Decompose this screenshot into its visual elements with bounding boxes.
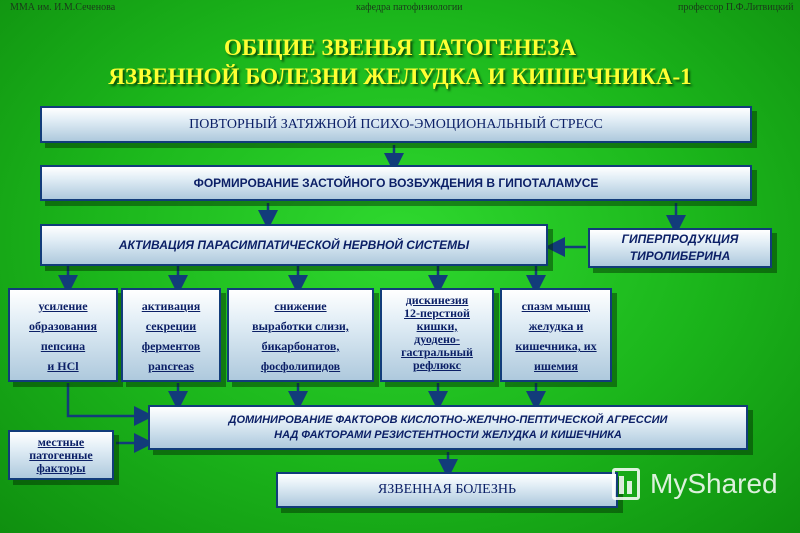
box-effect-mucus: снижение выработки слизи, бикарбонатов, фосфолипидов: [227, 288, 374, 382]
header-professor: профессор П.Ф.Литвицкий: [678, 2, 794, 13]
box-thyroliberin: ГИПЕРПРОДУКЦИЯ ТИРОЛИБЕРИНА: [588, 228, 772, 268]
watermark: [612, 468, 778, 500]
box-effect-dyskinesia: дискинезия 12-перстной кишки, дуодено- гастральный рефлюкс: [380, 288, 494, 382]
box-ulcer: ЯЗВЕННАЯ БОЛЕЗНЬ: [276, 472, 618, 508]
header-department: кафедра патофизиологии: [356, 2, 463, 13]
box-parasympathetic: АКТИВАЦИЯ ПАРАСИМПАТИЧЕСКОЙ НЕРВНОЙ СИСТЕМЫ: [40, 224, 548, 266]
box-dominance: ДОМИНИРОВАНИЕ ФАКТОРОВ КИСЛОТНО-ЖЕЛЧНО-ПЕПТИЧЕСКОЙ АГРЕССИИ НАД ФАКТОРАМИ РЕЗИСТЕНТНОСТИ ЖЕЛУДКА И КИШЕЧНИКА: [148, 405, 748, 450]
box-local-factors: местные патогенные факторы: [8, 430, 114, 480]
watermark-logo-icon: [612, 468, 640, 500]
watermark-text: MyShared: [650, 468, 778, 499]
box-effect-enzymes: активация секреции ферментов pancreas: [121, 288, 221, 382]
box-effect-spasm: спазм мышц желудка и кишечника, их ишемия: [500, 288, 612, 382]
box-stress: ПОВТОРНЫЙ ЗАТЯЖНОЙ ПСИХО-ЭМОЦИОНАЛЬНЫЙ СТРЕСС: [40, 106, 752, 143]
box-hypothalamus: ФОРМИРОВАНИЕ ЗАСТОЙНОГО ВОЗБУЖДЕНИЯ В ГИПОТАЛАМУСЕ: [40, 165, 752, 201]
arrow-pepsin-to-dominance: [68, 383, 144, 416]
box-effect-pepsin: усиление образования пепсина и HCl: [8, 288, 118, 382]
header-institution: ММА им. И.М.Сеченова: [10, 2, 116, 13]
title-line-2: ЯЗВЕННОЙ БОЛЕЗНИ ЖЕЛУДКА И КИШЕЧНИКА-1: [108, 64, 692, 89]
title-line-1: ОБЩИЕ ЗВЕНЬЯ ПАТОГЕНЕЗА: [223, 35, 577, 60]
